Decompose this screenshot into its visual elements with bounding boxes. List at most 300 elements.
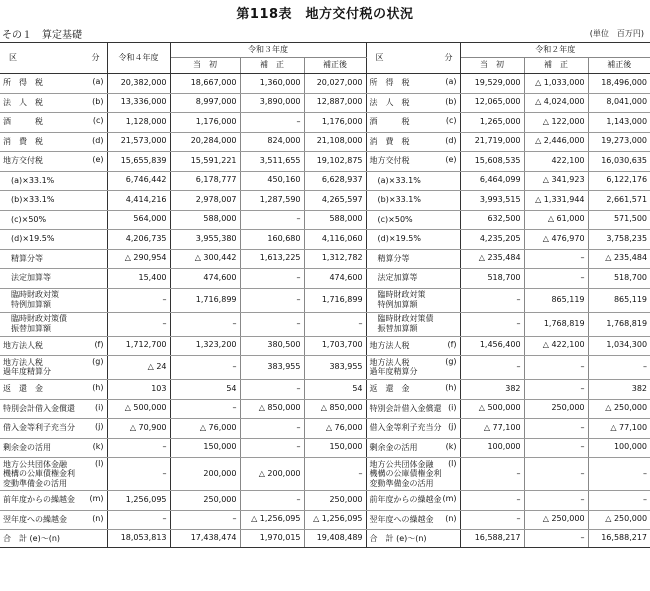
r4-value: 18,053,813 <box>107 530 170 548</box>
r3-initial-value: – <box>170 510 240 530</box>
row-label: (d)×19.5% <box>3 234 55 244</box>
row-label-line2: 特例加算額 <box>3 299 51 309</box>
r2-initial-value: 21,719,000 <box>460 132 524 152</box>
r3-correction-value: – <box>240 438 304 458</box>
r3-correction-value: – <box>240 210 304 230</box>
row-label-cell <box>0 336 107 356</box>
table-row <box>0 458 650 491</box>
header-r3-initial: 当 初 <box>170 58 240 74</box>
r2-correction-value: △ 4,024,000 <box>524 93 588 113</box>
r2-correction-value: △ 250,000 <box>524 510 588 530</box>
row-label-cell <box>366 93 460 113</box>
row-label: 翌年度への繰越金 <box>3 514 67 524</box>
r3-after-value: 19,102,875 <box>304 152 366 172</box>
row-label-line3: 変動準備金の活用 <box>369 478 434 488</box>
r2-initial-value: – <box>460 458 524 491</box>
row-label: 地方交付税 <box>369 156 410 166</box>
row-mark: (k) <box>92 441 104 451</box>
row-label-cell <box>0 399 107 419</box>
header-r3-corr: 補 正 <box>240 58 304 74</box>
r3-correction-value: 1,970,015 <box>240 530 304 548</box>
r3-initial-value: 588,000 <box>170 210 240 230</box>
table-row <box>0 399 650 419</box>
table-body <box>0 74 650 548</box>
row-label: 返 還 金 <box>3 384 43 394</box>
row-label-cell <box>0 132 107 152</box>
table-row <box>0 438 650 458</box>
r3-correction-value: △ 1,256,095 <box>240 510 304 530</box>
r2-correction-value: 1,768,819 <box>524 312 588 336</box>
r3-after-value: 1,176,000 <box>304 113 366 133</box>
r3-correction-value: 383,955 <box>240 356 304 380</box>
header-kubun <box>0 43 107 74</box>
r3-after-value: 1,312,782 <box>304 249 366 269</box>
r2-initial-value: 15,608,535 <box>460 152 524 172</box>
row-mark: (b) <box>92 96 104 106</box>
row-label-line2: 振替加算額 <box>369 323 418 333</box>
r3-initial-value: 15,591,221 <box>170 152 240 172</box>
r3-correction-value: 3,511,655 <box>240 152 304 172</box>
r2-initial-value: 518,700 <box>460 269 524 289</box>
row-label-cell <box>0 191 107 211</box>
r2-initial-value: – <box>460 288 524 312</box>
row-label-cell <box>366 74 460 94</box>
row-label: 地方公共団体金融 <box>369 459 434 469</box>
r2-initial-value: 3,993,515 <box>460 191 524 211</box>
r3-initial-value: 200,000 <box>170 458 240 491</box>
row-label: (b)×33.1% <box>369 195 421 205</box>
row-label-line3: 変動準備金の活用 <box>3 478 67 488</box>
r2-initial-value: – <box>460 491 524 511</box>
r4-value: 13,336,000 <box>107 93 170 113</box>
r2-after-value: △ 250,000 <box>588 510 650 530</box>
r3-correction-value: 380,500 <box>240 336 304 356</box>
row-label: 消 費 税 <box>369 136 410 146</box>
row-label: 特別会計借入金償還 <box>369 403 442 413</box>
r2-after-value: △ 250,000 <box>588 399 650 419</box>
row-label-cell <box>0 419 107 439</box>
header-kubun-right: 分 <box>91 52 100 62</box>
row-label: 臨時財政対策 <box>3 290 59 300</box>
row-mark: (c) <box>445 116 457 126</box>
row-mark: (f) <box>447 339 457 349</box>
r2-initial-value: 1,456,400 <box>460 336 524 356</box>
r3-after-value: 588,000 <box>304 210 366 230</box>
r3-correction-value: 160,680 <box>240 230 304 250</box>
row-label-line2: 特例加算額 <box>369 299 418 309</box>
r2-initial-value: 100,000 <box>460 438 524 458</box>
header-r2: 令和２年度 <box>460 43 650 58</box>
r2-correction-value: △ 122,000 <box>524 113 588 133</box>
r3-correction-value: – <box>240 419 304 439</box>
r2-initial-value: 4,235,205 <box>460 230 524 250</box>
r3-after-value: 21,108,000 <box>304 132 366 152</box>
r3-initial-value: – <box>170 399 240 419</box>
row-label: 翌年度への繰越金 <box>369 514 434 524</box>
r2-after-value: 8,041,000 <box>588 93 650 113</box>
r4-value: – <box>107 312 170 336</box>
r2-initial-value: 6,464,099 <box>460 171 524 191</box>
row-label-cell <box>366 380 460 400</box>
row-label-cell <box>366 132 460 152</box>
table-row <box>0 491 650 511</box>
row-mark: (h) <box>445 383 457 393</box>
row-label: (c)×50% <box>369 214 413 224</box>
row-label: (a)×33.1% <box>369 175 421 185</box>
r2-initial-value: 19,529,000 <box>460 74 524 94</box>
r3-after-value: 150,000 <box>304 438 366 458</box>
r3-correction-value: – <box>240 288 304 312</box>
r3-initial-value: 1,176,000 <box>170 113 240 133</box>
r2-correction-value: – <box>524 356 588 380</box>
r3-initial-value: 150,000 <box>170 438 240 458</box>
r2-correction-value: 250,000 <box>524 399 588 419</box>
row-label-cell <box>366 210 460 230</box>
row-label-cell <box>366 312 460 336</box>
row-label-cell <box>0 171 107 191</box>
row-label: (b)×33.1% <box>3 195 55 205</box>
row-mark: (m) <box>442 494 457 504</box>
row-label-line2: 振替加算額 <box>3 323 51 333</box>
row-label-cell <box>0 312 107 336</box>
row-mark: (g) <box>445 356 457 366</box>
row-label: 借入金等利子充当分 <box>3 423 75 433</box>
row-label-cell <box>0 288 107 312</box>
row-label-line2: 過年度精算分 <box>3 367 51 377</box>
r2-correction-value: △ 1,331,944 <box>524 191 588 211</box>
row-label: 法定加算等 <box>369 273 418 283</box>
row-label-cell <box>0 249 107 269</box>
r3-initial-value: – <box>170 356 240 380</box>
row-mark: (i) <box>95 402 104 412</box>
row-label: 消 費 税 <box>3 136 43 146</box>
row-label-cell <box>366 288 460 312</box>
row-label: (a)×33.1% <box>3 175 55 185</box>
row-mark: (k) <box>445 441 457 451</box>
r3-correction-value: – <box>240 312 304 336</box>
r2-initial-value: 1,265,000 <box>460 113 524 133</box>
row-mark: (m) <box>89 494 104 504</box>
r4-value: 6,746,442 <box>107 171 170 191</box>
r3-after-value: 474,600 <box>304 269 366 289</box>
table-row <box>0 288 650 312</box>
row-label-cell <box>0 458 107 491</box>
table-row <box>0 510 650 530</box>
row-label: 返 還 金 <box>369 384 410 394</box>
r2-initial-value: △ 500,000 <box>460 399 524 419</box>
r3-initial-value: – <box>170 312 240 336</box>
r3-initial-value: 250,000 <box>170 491 240 511</box>
r2-after-value: – <box>588 491 650 511</box>
table-row <box>0 191 650 211</box>
row-label-cell <box>366 419 460 439</box>
header-r2-after: 補正後 <box>588 58 650 74</box>
row-label-line2: 機構の公庫債権金利 <box>3 469 75 479</box>
r4-value: – <box>107 438 170 458</box>
r2-after-value: 18,496,000 <box>588 74 650 94</box>
r2-initial-value: – <box>460 312 524 336</box>
r3-correction-value: – <box>240 491 304 511</box>
table-row <box>0 249 650 269</box>
row-label: 地方法人税 <box>369 340 410 350</box>
row-mark: (g) <box>92 356 104 366</box>
table-row <box>0 419 650 439</box>
r2-after-value: 19,273,000 <box>588 132 650 152</box>
row-mark: (n) <box>445 513 457 523</box>
row-label: 地方交付税 <box>3 156 43 166</box>
row-label: 地方法人税 <box>369 357 410 367</box>
r2-after-value: 1,768,819 <box>588 312 650 336</box>
table-row <box>0 356 650 380</box>
r3-correction-value: 1,287,590 <box>240 191 304 211</box>
r2-after-value: 571,500 <box>588 210 650 230</box>
header-kubun-left: 区 <box>9 52 17 62</box>
r3-after-value: △ 76,000 <box>304 419 366 439</box>
row-label-cell <box>0 269 107 289</box>
r3-after-value: – <box>304 458 366 491</box>
row-label-cell <box>366 249 460 269</box>
table-row <box>0 171 650 191</box>
r4-value: 20,382,000 <box>107 74 170 94</box>
r3-after-value: 6,628,937 <box>304 171 366 191</box>
table-row <box>0 132 650 152</box>
r3-correction-value: – <box>240 113 304 133</box>
r3-initial-value: 6,178,777 <box>170 171 240 191</box>
r2-initial-value: △ 77,100 <box>460 419 524 439</box>
r3-after-value: 1,716,899 <box>304 288 366 312</box>
r2-after-value: 6,122,176 <box>588 171 650 191</box>
row-label: 臨時財政対策債 <box>3 314 67 324</box>
r3-correction-value: 1,360,000 <box>240 74 304 94</box>
row-label-cell <box>366 336 460 356</box>
r3-correction-value: – <box>240 380 304 400</box>
r4-value: △ 500,000 <box>107 399 170 419</box>
table-row <box>0 152 650 172</box>
row-label-cell <box>366 171 460 191</box>
table-row <box>0 210 650 230</box>
r3-after-value: 4,116,060 <box>304 230 366 250</box>
row-label: 借入金等利子充当分 <box>369 423 442 433</box>
row-label-cell <box>0 356 107 380</box>
row-label: 所 得 税 <box>3 78 43 88</box>
r2-after-value: 1,034,300 <box>588 336 650 356</box>
r2-correction-value: – <box>524 530 588 548</box>
r2-after-value: 382 <box>588 380 650 400</box>
r2-after-value: – <box>588 356 650 380</box>
row-label: 地方法人税 <box>3 357 43 367</box>
row-mark: (a) <box>92 77 104 87</box>
r4-value: △ 24 <box>107 356 170 380</box>
row-label: 前年度からの繰越金 <box>3 495 75 505</box>
header-r2-corr: 補 正 <box>524 58 588 74</box>
table-row <box>0 230 650 250</box>
r2-correction-value: △ 61,000 <box>524 210 588 230</box>
row-mark: (b) <box>445 96 457 106</box>
r4-value: – <box>107 510 170 530</box>
row-label: 前年度からの繰越金 <box>369 495 442 505</box>
r2-correction-value: – <box>524 269 588 289</box>
r4-value: 564,000 <box>107 210 170 230</box>
r2-correction-value: – <box>524 491 588 511</box>
header-r3-after: 補正後 <box>304 58 366 74</box>
r2-correction-value: △ 422,100 <box>524 336 588 356</box>
table-row <box>0 113 650 133</box>
row-label: 特別会計借入金償還 <box>3 403 75 413</box>
row-label: 精算分等 <box>369 253 410 263</box>
r2-after-value: 865,119 <box>588 288 650 312</box>
r3-initial-value: 8,997,000 <box>170 93 240 113</box>
r4-value: – <box>107 458 170 491</box>
r4-value: △ 290,954 <box>107 249 170 269</box>
r2-correction-value: – <box>524 419 588 439</box>
r2-correction-value: – <box>524 458 588 491</box>
r3-after-value: 20,027,000 <box>304 74 366 94</box>
row-label: 臨時財政対策債 <box>369 314 434 324</box>
r2-correction-value: △ 476,970 <box>524 230 588 250</box>
r3-initial-value: 17,438,474 <box>170 530 240 548</box>
row-label: 地方公共団体金融 <box>3 459 67 469</box>
section-subtitle: その１ 算定基礎 <box>2 30 82 41</box>
page-title: 第118表 地方交付税の状況 <box>236 7 414 22</box>
row-label: (d)×19.5% <box>369 234 421 244</box>
row-label: 酒 税 <box>3 117 43 127</box>
row-label-cell <box>0 530 107 548</box>
local-allocation-tax-table <box>0 42 650 548</box>
row-mark: (l) <box>95 458 104 468</box>
r3-after-value: – <box>304 312 366 336</box>
table-row <box>0 380 650 400</box>
r4-value: 4,414,216 <box>107 191 170 211</box>
r3-initial-value: 20,284,000 <box>170 132 240 152</box>
r2-initial-value: – <box>460 356 524 380</box>
row-label-cell <box>0 230 107 250</box>
r3-initial-value: △ 76,000 <box>170 419 240 439</box>
row-label: 酒 税 <box>369 117 410 127</box>
row-label-cell <box>366 491 460 511</box>
row-mark: (j) <box>448 422 457 432</box>
r3-initial-value: 3,955,380 <box>170 230 240 250</box>
r2-correction-value: △ 2,446,000 <box>524 132 588 152</box>
r3-after-value: 383,955 <box>304 356 366 380</box>
r3-after-value: 12,887,000 <box>304 93 366 113</box>
row-label-cell <box>0 74 107 94</box>
r3-initial-value: 18,667,000 <box>170 74 240 94</box>
row-label: (c)×50% <box>3 214 47 224</box>
r2-correction-value: △ 341,923 <box>524 171 588 191</box>
row-label-line2: 機構の公庫債権金利 <box>369 469 442 479</box>
r2-correction-value: △ 1,033,000 <box>524 74 588 94</box>
r2-initial-value: 16,588,217 <box>460 530 524 548</box>
row-label-cell <box>366 458 460 491</box>
row-mark: (i) <box>448 402 457 412</box>
row-label-cell <box>366 269 460 289</box>
row-label: 精算分等 <box>3 253 43 263</box>
r4-value: 1,256,095 <box>107 491 170 511</box>
row-label-cell <box>366 152 460 172</box>
row-label-line2: 過年度精算分 <box>369 367 418 377</box>
r2-initial-value: 12,065,000 <box>460 93 524 113</box>
r2-correction-value: 422,100 <box>524 152 588 172</box>
r4-value: 103 <box>107 380 170 400</box>
r2-after-value: △ 235,484 <box>588 249 650 269</box>
row-label-cell <box>366 530 460 548</box>
r3-correction-value: △ 200,000 <box>240 458 304 491</box>
header-kubun-2 <box>366 43 460 74</box>
r3-after-value: △ 1,256,095 <box>304 510 366 530</box>
r3-correction-value: 3,890,000 <box>240 93 304 113</box>
r4-value: 1,128,000 <box>107 113 170 133</box>
header-r4: 令和４年度 <box>107 43 170 74</box>
r2-after-value: 3,758,235 <box>588 230 650 250</box>
r2-initial-value: 382 <box>460 380 524 400</box>
row-label-cell <box>0 113 107 133</box>
row-label: 臨時財政対策 <box>369 290 426 300</box>
row-label-cell <box>366 113 460 133</box>
r4-value: 15,655,839 <box>107 152 170 172</box>
r2-after-value: 518,700 <box>588 269 650 289</box>
table-row <box>0 269 650 289</box>
r2-after-value: △ 77,100 <box>588 419 650 439</box>
r2-correction-value: – <box>524 380 588 400</box>
row-mark: (a) <box>445 77 457 87</box>
row-label-cell <box>366 356 460 380</box>
r2-after-value: 16,588,217 <box>588 530 650 548</box>
table-row <box>0 336 650 356</box>
table-row <box>0 530 650 548</box>
row-label: 剰余金の活用 <box>369 442 418 452</box>
row-mark: (c) <box>92 116 104 126</box>
row-mark: (n) <box>92 513 104 523</box>
r4-value: 21,573,000 <box>107 132 170 152</box>
row-mark: (h) <box>92 383 104 393</box>
table-row <box>0 74 650 94</box>
row-label: 地方法人税 <box>3 340 43 350</box>
row-label-cell <box>0 380 107 400</box>
r2-correction-value: – <box>524 438 588 458</box>
r3-after-value: 1,703,700 <box>304 336 366 356</box>
r4-value: 15,400 <box>107 269 170 289</box>
r3-initial-value: 54 <box>170 380 240 400</box>
row-mark: (d) <box>92 135 104 145</box>
row-label-cell <box>0 93 107 113</box>
row-label-cell <box>366 438 460 458</box>
r2-initial-value: 632,500 <box>460 210 524 230</box>
header-kubun-right-2: 分 <box>444 52 453 62</box>
r3-correction-value: 1,613,225 <box>240 249 304 269</box>
r2-after-value: 2,661,571 <box>588 191 650 211</box>
r3-correction-value: △ 850,000 <box>240 399 304 419</box>
r3-after-value: △ 850,000 <box>304 399 366 419</box>
header-r2-initial: 当 初 <box>460 58 524 74</box>
row-mark: (f) <box>94 339 104 349</box>
r2-initial-value: – <box>460 510 524 530</box>
r3-initial-value: △ 300,442 <box>170 249 240 269</box>
row-label-cell <box>0 152 107 172</box>
r3-after-value: 19,408,489 <box>304 530 366 548</box>
unit-label: (単位 百万円) <box>589 29 644 38</box>
row-label: 法定加算等 <box>3 273 51 283</box>
row-label: 所 得 税 <box>369 78 410 88</box>
r3-initial-value: 1,323,200 <box>170 336 240 356</box>
r2-after-value: 1,143,000 <box>588 113 650 133</box>
r2-after-value: 100,000 <box>588 438 650 458</box>
r2-correction-value: 865,119 <box>524 288 588 312</box>
r3-initial-value: 474,600 <box>170 269 240 289</box>
row-mark: (j) <box>95 422 104 432</box>
r3-initial-value: 2,978,007 <box>170 191 240 211</box>
row-label-cell <box>366 230 460 250</box>
r2-after-value: 16,030,635 <box>588 152 650 172</box>
